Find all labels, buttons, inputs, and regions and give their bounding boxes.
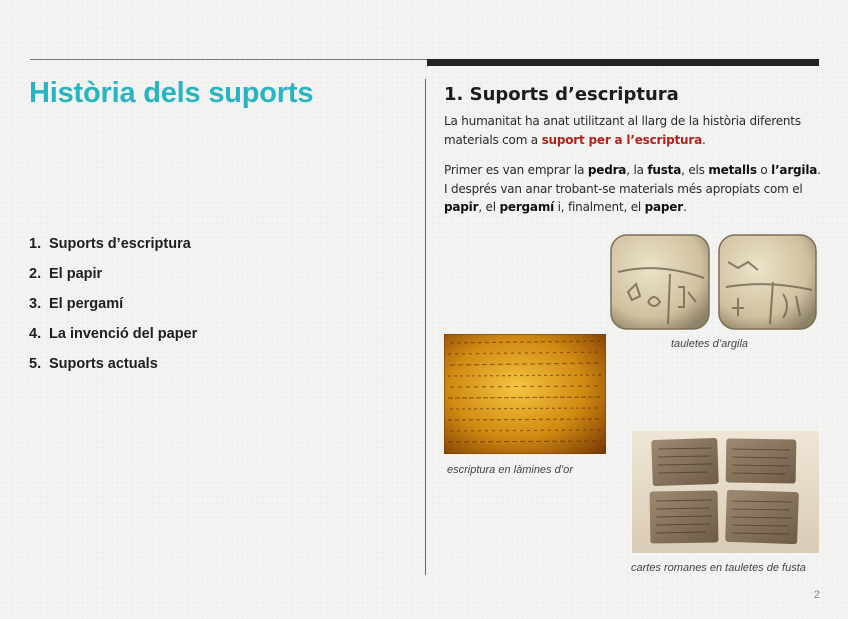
section-title: 1. Suports d’escriptura [444, 84, 679, 105]
toc-item: 1. Suports d’escriptura [29, 236, 191, 252]
gold-sheet-caption: escriptura en làmines d’or [447, 464, 573, 476]
wooden-tablets-image [632, 431, 819, 553]
toc-item: 3. El pergamí [29, 296, 124, 312]
column-divider [425, 79, 426, 575]
toc-item: 2. El papir [29, 266, 103, 282]
wooden-tablets-caption: cartes romanes en tauletes de fusta [631, 562, 806, 574]
top-rule-right [427, 59, 819, 66]
top-rule-left [30, 59, 427, 60]
page-number: 2 [813, 589, 820, 601]
highlight-text: suport per a l’escriptura [541, 132, 703, 147]
clay-tablets-caption: tauletes d’argila [671, 338, 749, 350]
gold-sheet-image [444, 334, 606, 454]
toc-item: 4. La invenció del paper [29, 326, 198, 342]
clay-tablets-image [608, 232, 820, 332]
page-title: Història dels suports [29, 77, 314, 109]
toc-item: 5. Suports actuals [29, 356, 158, 372]
intro-paragraph: La humanitat ha anat utilitzant al llarg de la història diferents materials com a suport per a l’escriptura. [444, 114, 801, 147]
materials-paragraph: Primer es van emprar la pedra, la fusta, els metalls o l’argila. I després van anar trobant-se materials més apropiats com el papir, el pergamí i, finalment, el paper. [444, 163, 821, 214]
table-of-contents [29, 234, 197, 384]
